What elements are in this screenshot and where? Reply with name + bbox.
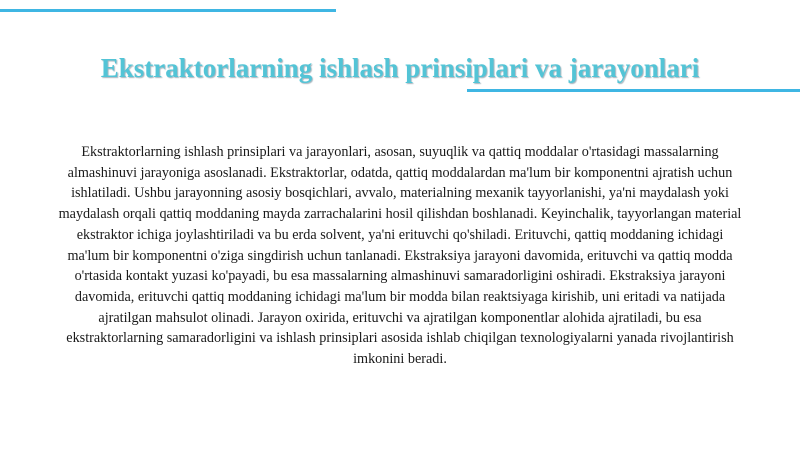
slide-title: Ekstraktorlarning ishlash prinsiplari va jarayonlari [100,53,700,83]
slide-body-text: Ekstraktorlarning ishlash prinsiplari va jarayonlari, asosan, suyuqlik va qattiq moddalar o'rtasidagi massalarning almashinuvi jarayoniga asoslanadi. Ekstraktorlar, odatda, qattiq moddalardan ma'lum bir komponentni ajratish uchun ishlatiladi. Ushbu jarayonning asosiy bosqichlari, avvalo, materialning mexanik tayyorlanishi, ya'ni maydalash yoki maydalash orqali qattiq moddaning mayda zarrachalarini hosil qilishdan boshlanadi. Keyinchalik, tayyorlangan material ekstraktor ichiga joylashtiriladi va bu erda solvent, ya'ni erituvchi qo'shiladi. Erituvchi, qattiq moddaning ichidagi ma'lum bir komponentni o'ziga singdirish uchun tanlanadi. Ekstraksiya jarayoni davomida, erituvchi va qattiq modda o'rtasida kontakt yuzasi ko'payadi, bu esa massalarning almashinuvi samaradorligini oshiradi. Ekstraksiya jarayoni davomida, erituvchi qattiq moddaning ichidagi ma'lum bir modda bilan reaktsiyaga kirishib, uni eritadi va natijada ajratilgan mahsulot olinadi. Jarayon oxirida, erituvchi va ajratilgan komponentlar alohida ajratiladi, bu esa ekstraktorlarning samaradorligini va ishlash prinsiplari asosida ishlab chiqilgan texnologiyalarni yanada rivojlantirish imkonini beradi. [58,144,742,368]
top-accent-bar [0,9,336,12]
title-underline-accent-bar [467,89,800,92]
